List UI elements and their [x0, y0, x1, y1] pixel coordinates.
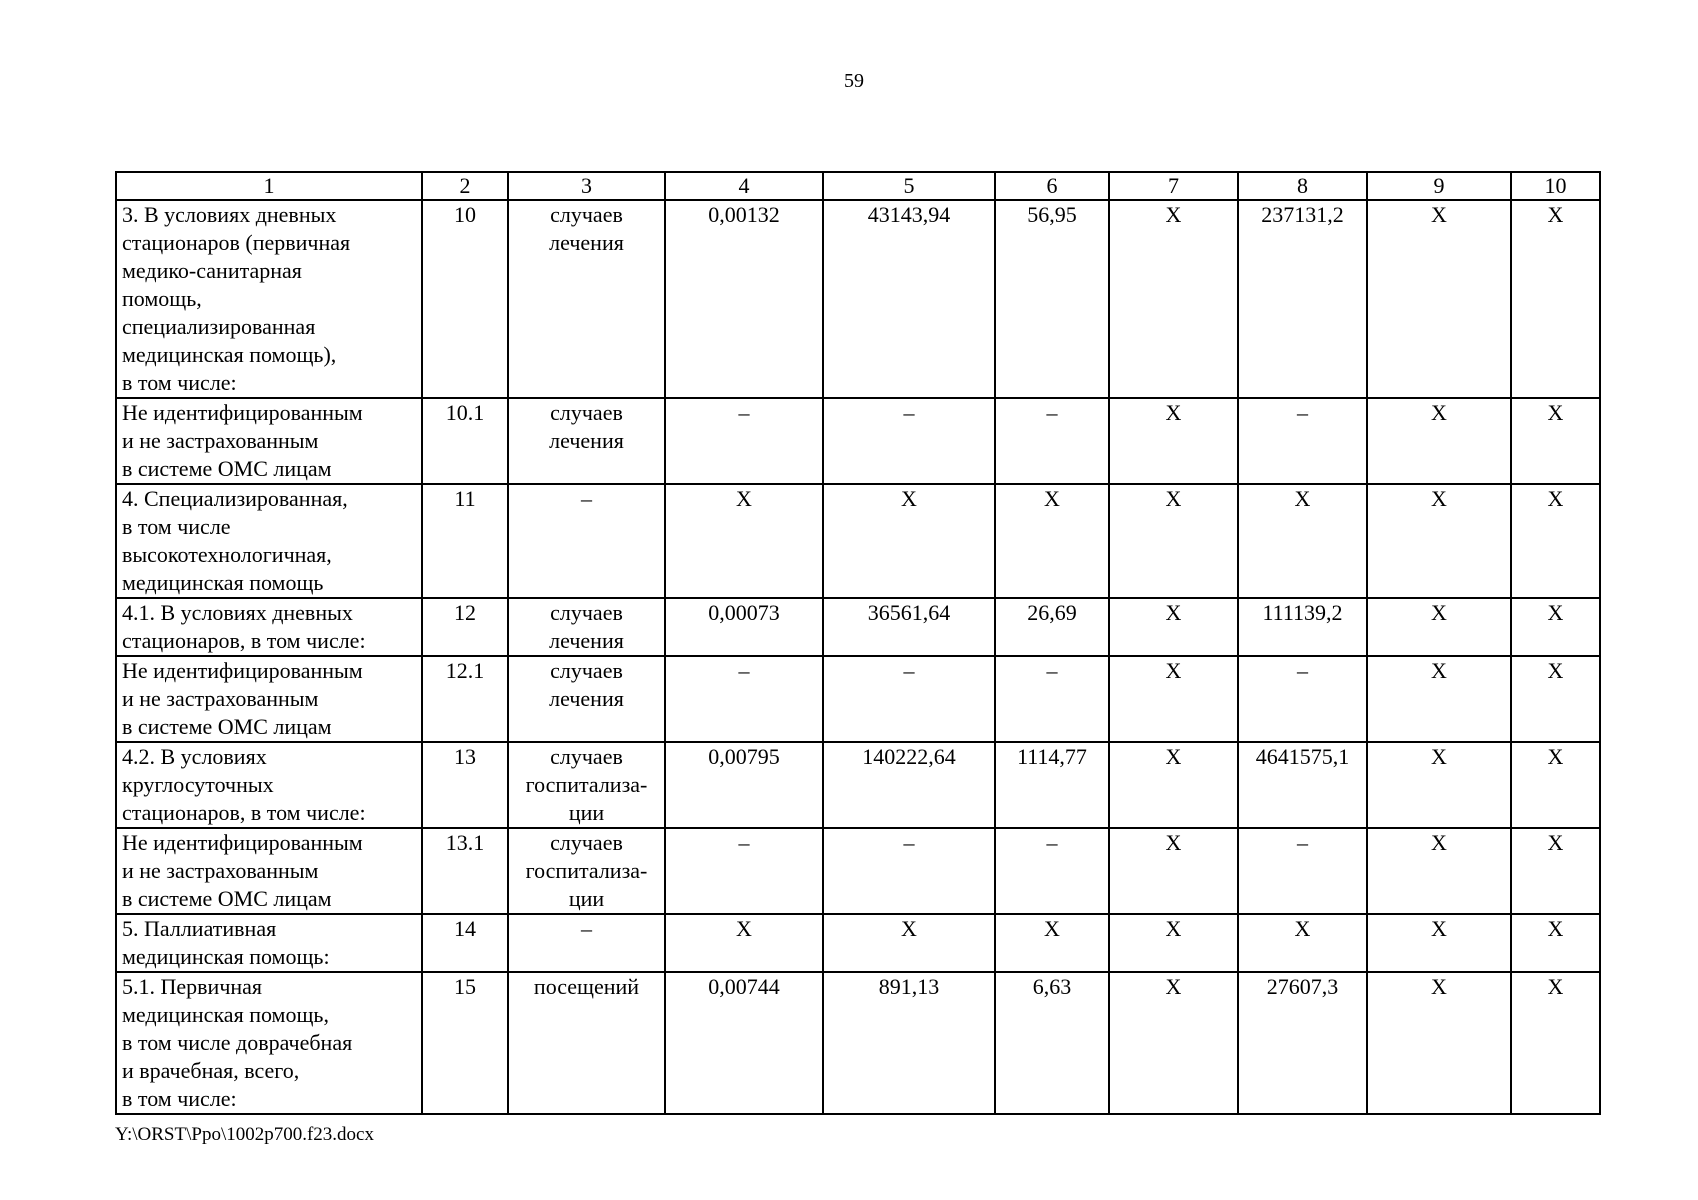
table-cell: 11	[422, 484, 508, 598]
table-cell: Х	[1367, 914, 1511, 972]
table-row	[116, 828, 1600, 914]
table-cell: 0,00073	[665, 598, 823, 656]
table-cell: случаев лечения	[508, 598, 665, 656]
table-cell: –	[665, 398, 823, 484]
table-cell: случаев лечения	[508, 398, 665, 484]
table-cell: Х	[1367, 200, 1511, 398]
table-cell: –	[995, 398, 1109, 484]
table-cell: 10.1	[422, 398, 508, 484]
table-cell: 15	[422, 972, 508, 1114]
table-cell: 0,00795	[665, 742, 823, 828]
table-cell: 140222,64	[823, 742, 995, 828]
table-cell: 1114,77	[995, 742, 1109, 828]
table-cell: Х	[1238, 914, 1367, 972]
table-cell: Х	[1367, 828, 1511, 914]
table-cell: 4641575,1	[1238, 742, 1367, 828]
table-cell: Х	[1511, 656, 1600, 742]
table-cell: Х	[995, 914, 1109, 972]
table-cell: 56,95	[995, 200, 1109, 398]
header-cell: 5	[823, 172, 995, 200]
table-cell: Х	[1109, 656, 1238, 742]
table-cell: Х	[1367, 972, 1511, 1114]
header-cell: 10	[1511, 172, 1600, 200]
table-cell: –	[665, 828, 823, 914]
table-cell: –	[995, 828, 1109, 914]
table-cell: 891,13	[823, 972, 995, 1114]
table-cell: Х	[1238, 484, 1367, 598]
table-cell: –	[823, 398, 995, 484]
header-cell: 4	[665, 172, 823, 200]
table-row	[116, 742, 1600, 828]
table-cell: –	[508, 484, 665, 598]
table-cell: Х	[1367, 484, 1511, 598]
page-number: 59	[844, 70, 864, 92]
table-cell: Х	[1511, 972, 1600, 1114]
table-cell: 0,00132	[665, 200, 823, 398]
table-cell: Х	[1511, 200, 1600, 398]
table-cell: 36561,64	[823, 598, 995, 656]
table-cell: Х	[1367, 398, 1511, 484]
header-cell: 9	[1367, 172, 1511, 200]
table-cell: –	[1238, 398, 1367, 484]
data-table	[115, 171, 1601, 1115]
table-cell: 27607,3	[1238, 972, 1367, 1114]
table-cell: Х	[823, 484, 995, 598]
table-cell: 0,00744	[665, 972, 823, 1114]
row-label-cell: Не идентифицированным и не застрахованным в системе ОМС лицам	[116, 656, 422, 742]
table-cell: Х	[665, 914, 823, 972]
table-row	[116, 656, 1600, 742]
table-row	[116, 398, 1600, 484]
table-cell: случаев лечения	[508, 656, 665, 742]
row-label-cell: Не идентифицированным и не застрахованным в системе ОМС лицам	[116, 398, 422, 484]
header-cell: 8	[1238, 172, 1367, 200]
table-row	[116, 484, 1600, 598]
table-cell: Х	[1367, 598, 1511, 656]
table-cell: 111139,2	[1238, 598, 1367, 656]
table-cell: случаев лечения	[508, 200, 665, 398]
table-cell: 12.1	[422, 656, 508, 742]
table-cell: 10	[422, 200, 508, 398]
table-cell: случаев госпитализа- ции	[508, 742, 665, 828]
table-cell: Х	[1367, 656, 1511, 742]
table-cell: Х	[1109, 484, 1238, 598]
table-cell: Х	[665, 484, 823, 598]
table-cell: –	[508, 914, 665, 972]
table-cell: Х	[995, 484, 1109, 598]
table-cell: –	[1238, 656, 1367, 742]
table-cell: 13.1	[422, 828, 508, 914]
table-cell: посещений	[508, 972, 665, 1114]
table-cell: Х	[1511, 828, 1600, 914]
table-cell: –	[823, 656, 995, 742]
table-cell: 26,69	[995, 598, 1109, 656]
table-cell: Х	[823, 914, 995, 972]
table-cell: Х	[1109, 914, 1238, 972]
table-cell: Х	[1109, 398, 1238, 484]
header-cell: 1	[116, 172, 422, 200]
header-row	[116, 172, 1600, 200]
table-cell: 12	[422, 598, 508, 656]
row-label-cell: 5.1. Первичная медицинская помощь, в том числе доврачебная и врачебная, всего, в том числе:	[116, 972, 422, 1114]
header-cell: 7	[1109, 172, 1238, 200]
table-cell: 237131,2	[1238, 200, 1367, 398]
row-label-cell: 4. Специализированная, в том числе высокотехнологичная, медицинская помощь	[116, 484, 422, 598]
header-cell: 3	[508, 172, 665, 200]
table-cell: –	[665, 656, 823, 742]
row-label-cell: 5. Паллиативная медицинская помощь:	[116, 914, 422, 972]
header-cell: 6	[995, 172, 1109, 200]
table-cell: Х	[1109, 200, 1238, 398]
table-cell: –	[995, 656, 1109, 742]
table-cell: 6,63	[995, 972, 1109, 1114]
table-cell: 14	[422, 914, 508, 972]
table-row	[116, 200, 1600, 398]
table-cell: Х	[1109, 972, 1238, 1114]
table-cell: Х	[1109, 598, 1238, 656]
table-cell: 13	[422, 742, 508, 828]
footer-file-path: Y:\ORST\Ppo\1002p700.f23.docx	[115, 1124, 374, 1145]
table-cell: –	[1238, 828, 1367, 914]
table-cell: Х	[1511, 742, 1600, 828]
row-label-cell: 4.1. В условиях дневных стационаров, в том числе:	[116, 598, 422, 656]
table-cell: Х	[1109, 828, 1238, 914]
table-cell: Х	[1367, 742, 1511, 828]
table-row	[116, 972, 1600, 1114]
table-cell: случаев госпитализа- ции	[508, 828, 665, 914]
header-cell: 2	[422, 172, 508, 200]
table-row	[116, 914, 1600, 972]
table-cell: Х	[1511, 484, 1600, 598]
table-cell: –	[823, 828, 995, 914]
table-cell: Х	[1511, 598, 1600, 656]
table-cell: Х	[1109, 742, 1238, 828]
table-cell: Х	[1511, 398, 1600, 484]
row-label-cell: Не идентифицированным и не застрахованным в системе ОМС лицам	[116, 828, 422, 914]
row-label-cell: 4.2. В условиях круглосуточных стационаров, в том числе:	[116, 742, 422, 828]
table-row	[116, 598, 1600, 656]
row-label-cell: 3. В условиях дневных стационаров (первичная медико-санитарная помощь, специализированная медицинская помощь), в том числе:	[116, 200, 422, 398]
table-cell: Х	[1511, 914, 1600, 972]
table-cell: 43143,94	[823, 200, 995, 398]
